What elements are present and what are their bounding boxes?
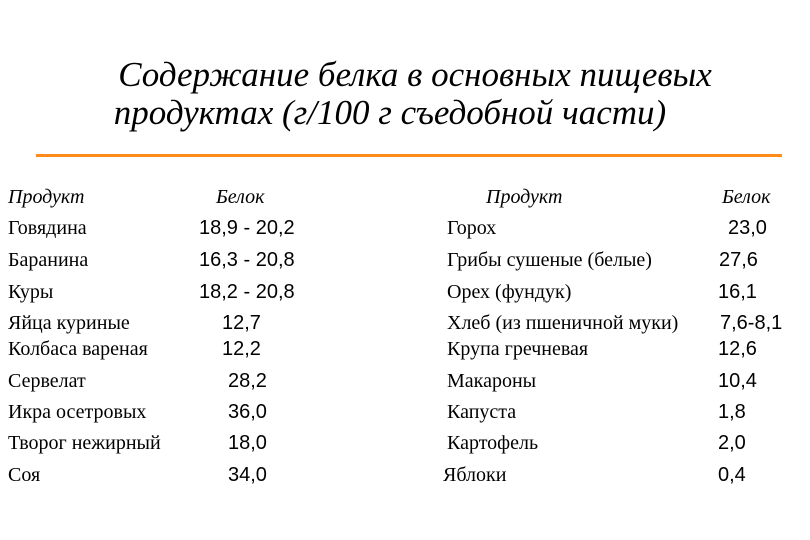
right-protein-cell: 16,1 [718,281,757,303]
left-product-cell: Яйца куриные [8,312,130,334]
header-product-right: Продукт [486,186,563,208]
page-title [40,56,790,132]
right-product-cell: Крупа гречневая [447,338,589,360]
left-protein-cell: 16,3 - 20,8 [199,249,295,271]
left-protein-cell: 34,0 [228,464,267,486]
left-product-cell: Колбаса вареная [8,338,148,360]
header-product-left: Продукт [8,186,85,208]
header-protein-right: Белок [722,186,771,208]
left-protein-cell: 36,0 [228,401,267,423]
right-product-cell: Картофель [447,432,539,454]
left-protein-cell: 12,2 [222,338,261,360]
right-protein-cell: 23,0 [728,217,767,239]
left-product-cell: Говядина [8,217,87,239]
left-product-cell: Баранина [8,249,89,271]
left-protein-cell: 18,2 - 20,8 [199,281,295,303]
right-protein-cell: 7,6-8,1 [720,312,783,334]
right-product-cell: Горох [447,217,497,239]
left-protein-cell: 18,9 - 20,2 [199,217,295,239]
right-protein-cell: 10,4 [718,370,757,392]
left-product-cell: Творог нежирный [8,432,161,454]
right-product-cell: Макароны [447,370,537,392]
title-line-1: Содержание белка в основных пищевых [118,55,712,94]
title-line-2: продуктах (г/100 г съедобной части) [113,93,667,132]
left-protein-cell: 12,7 [222,312,261,334]
right-product-cell: Яблоки [443,464,507,486]
title-divider [36,154,782,157]
left-protein-cell: 18,0 [228,432,267,454]
right-protein-cell: 12,6 [718,338,757,360]
right-protein-cell: 2,0 [718,432,746,454]
left-product-cell: Соя [8,464,41,486]
right-product-cell: Орех (фундук) [447,281,572,303]
left-product-cell: Сервелат [8,370,86,392]
right-product-cell: Грибы сушеные (белые) [447,249,652,271]
right-product-cell: Капуста [447,401,517,423]
right-protein-cell: 27,6 [719,249,758,271]
header-protein-left: Белок [216,186,265,208]
left-product-cell: Куры [8,281,54,303]
left-protein-cell: 28,2 [228,370,267,392]
right-protein-cell: 0,4 [718,464,746,486]
left-product-cell: Икра осетровых [8,401,147,423]
right-protein-cell: 1,8 [718,401,746,423]
right-product-cell: Хлеб (из пшеничной муки) [447,312,679,334]
